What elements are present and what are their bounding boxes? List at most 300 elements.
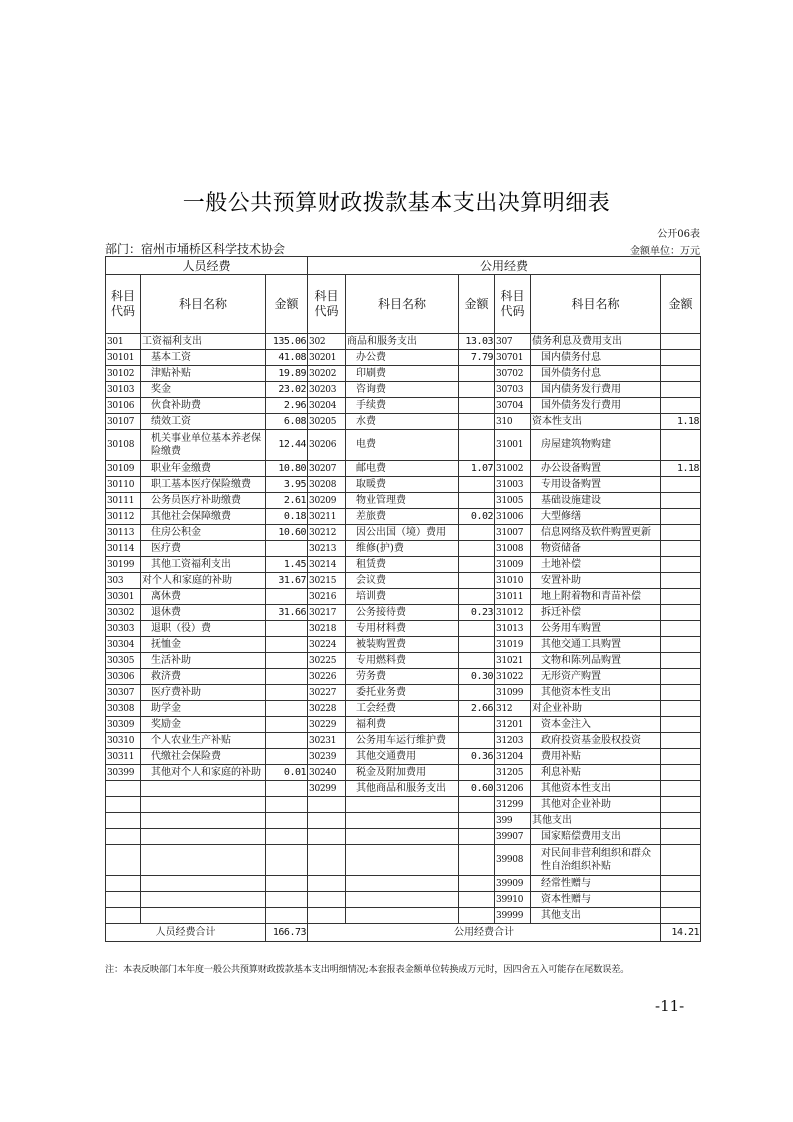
- subject-code: 31005: [495, 493, 531, 509]
- subject-code: 30239: [308, 749, 346, 765]
- subject-name: 救济费: [141, 669, 266, 685]
- subject-amount: [266, 908, 308, 924]
- table-row: [106, 797, 701, 813]
- subject-amount: [266, 797, 308, 813]
- subject-name: [141, 908, 266, 924]
- subject-amount: [459, 398, 495, 414]
- subject-name: 公务用车运行维护费: [346, 733, 459, 749]
- subject-code: 30211: [308, 509, 346, 525]
- table-row: [106, 557, 701, 573]
- subject-code: 301: [106, 334, 141, 350]
- subject-amount: [459, 685, 495, 701]
- subject-amount: [459, 541, 495, 557]
- subject-code: 31204: [495, 749, 531, 765]
- subject-code: 312: [495, 701, 531, 717]
- subject-code: 30213: [308, 541, 346, 557]
- subject-amount: [266, 701, 308, 717]
- totals-row: [106, 924, 701, 942]
- subject-amount: [266, 653, 308, 669]
- subject-code: 30112: [106, 509, 141, 525]
- subject-code: 30202: [308, 366, 346, 382]
- subject-code: 31201: [495, 717, 531, 733]
- subject-name: 其他对企业补助: [531, 797, 661, 813]
- table-row: [106, 573, 701, 589]
- subject-code: 399: [495, 813, 531, 829]
- subject-code: 31099: [495, 685, 531, 701]
- subject-code: [308, 797, 346, 813]
- subject-amount: [661, 876, 701, 892]
- subject-name: 其他支出: [531, 908, 661, 924]
- table-row: [106, 653, 701, 669]
- table-row: [106, 829, 701, 845]
- table-row: [106, 701, 701, 717]
- subject-amount: [459, 797, 495, 813]
- subject-amount: [661, 813, 701, 829]
- subject-name: 其他交通工具购置: [531, 637, 661, 653]
- subject-name: [346, 813, 459, 829]
- subject-code: [106, 845, 141, 876]
- subject-name: [346, 829, 459, 845]
- subject-code: [106, 813, 141, 829]
- subject-name: 医疗费: [141, 541, 266, 557]
- page-number: -11-: [655, 997, 685, 1015]
- subject-name: 租赁费: [346, 557, 459, 573]
- subject-amount: 2.96: [266, 398, 308, 414]
- subject-amount: [459, 637, 495, 653]
- subject-name: 被装购置费: [346, 637, 459, 653]
- subject-code: 307: [495, 334, 531, 350]
- subject-amount: [459, 845, 495, 876]
- table-row: [106, 781, 701, 797]
- subject-amount: [661, 605, 701, 621]
- subject-name: 津贴补贴: [141, 366, 266, 382]
- table-row: [106, 637, 701, 653]
- subject-amount: [459, 477, 495, 493]
- subject-code: 30311: [106, 749, 141, 765]
- subject-code: 303: [106, 573, 141, 589]
- subject-code: 30306: [106, 669, 141, 685]
- subject-amount: [661, 733, 701, 749]
- subject-amount: [459, 493, 495, 509]
- subject-amount: [661, 653, 701, 669]
- subject-amount: [661, 621, 701, 637]
- subject-code: 30203: [308, 382, 346, 398]
- table-row: [106, 813, 701, 829]
- subject-amount: [459, 573, 495, 589]
- subject-amount: [661, 781, 701, 797]
- subject-name: 国外债务发行费用: [531, 398, 661, 414]
- subject-amount: 19.89: [266, 366, 308, 382]
- table-row: [106, 461, 701, 477]
- table-row: [106, 398, 701, 414]
- subject-amount: 0.30: [459, 669, 495, 685]
- table-row: [106, 541, 701, 557]
- subject-name: [141, 813, 266, 829]
- subject-name: 经常性赠与: [531, 876, 661, 892]
- subject-name: 国家赔偿费用支出: [531, 829, 661, 845]
- subject-code: 31022: [495, 669, 531, 685]
- subject-code: 31007: [495, 525, 531, 541]
- subject-amount: [459, 430, 495, 461]
- subject-code: 30701: [495, 350, 531, 366]
- department-label: 部门：宿州市埇桥区科学技术协会: [105, 242, 286, 256]
- subject-amount: 41.08: [266, 350, 308, 366]
- subject-name: 伙食补助费: [141, 398, 266, 414]
- subject-name: 拆迁补偿: [531, 605, 661, 621]
- personnel-total-label: 人员经费合计: [106, 924, 266, 942]
- subject-code: 30216: [308, 589, 346, 605]
- subject-code: 39999: [495, 908, 531, 924]
- subject-code: [106, 829, 141, 845]
- table-row: [106, 685, 701, 701]
- subject-code: 31003: [495, 477, 531, 493]
- subject-name: 基础设施建设: [531, 493, 661, 509]
- subject-name: [346, 908, 459, 924]
- subject-name: [346, 845, 459, 876]
- subject-name: 会议费: [346, 573, 459, 589]
- subject-code: 30226: [308, 669, 346, 685]
- subject-amount: [266, 589, 308, 605]
- subject-name: 生活补助: [141, 653, 266, 669]
- subject-amount: 1.18: [661, 414, 701, 430]
- subject-code: 30110: [106, 477, 141, 493]
- subject-code: 31019: [495, 637, 531, 653]
- subject-amount: [661, 749, 701, 765]
- subject-name: 印刷费: [346, 366, 459, 382]
- col-header-amount: 金额: [459, 275, 495, 334]
- subject-amount: [661, 334, 701, 350]
- subject-name: [141, 892, 266, 908]
- subject-amount: 1.18: [661, 461, 701, 477]
- subject-code: 30217: [308, 605, 346, 621]
- subject-code: 31203: [495, 733, 531, 749]
- subject-amount: [459, 765, 495, 781]
- subject-amount: [661, 477, 701, 493]
- subject-name: 维修(护)费: [346, 541, 459, 557]
- public-total-amount: 14.21: [661, 924, 701, 942]
- subject-amount: 2.61: [266, 493, 308, 509]
- subject-code: 31012: [495, 605, 531, 621]
- subject-code: 30106: [106, 398, 141, 414]
- subject-amount: 0.01: [266, 765, 308, 781]
- subject-name: 对个人和家庭的补助: [141, 573, 266, 589]
- subject-name: [141, 829, 266, 845]
- subject-name: 办公费: [346, 350, 459, 366]
- subject-amount: 31.66: [266, 605, 308, 621]
- subject-code: 30299: [308, 781, 346, 797]
- subject-amount: 0.18: [266, 509, 308, 525]
- subject-name: 其他对个人和家庭的补助: [141, 765, 266, 781]
- subject-name: [141, 797, 266, 813]
- subject-name: 公务接待费: [346, 605, 459, 621]
- subject-name: 房屋建筑物购建: [531, 430, 661, 461]
- subject-amount: [661, 892, 701, 908]
- subject-amount: 12.44: [266, 430, 308, 461]
- subject-code: 30227: [308, 685, 346, 701]
- subject-name: 资本金注入: [531, 717, 661, 733]
- subject-name: 物业管理费: [346, 493, 459, 509]
- subject-code: 30109: [106, 461, 141, 477]
- subject-name: 其他工资福利支出: [141, 557, 266, 573]
- subject-amount: 10.80: [266, 461, 308, 477]
- subject-code: 30205: [308, 414, 346, 430]
- subject-code: [106, 797, 141, 813]
- subject-amount: 13.03: [459, 334, 495, 350]
- subject-name: 对企业补助: [531, 701, 661, 717]
- subject-amount: [459, 366, 495, 382]
- subject-amount: [266, 829, 308, 845]
- subject-name: 咨询费: [346, 382, 459, 398]
- footnote: 注：本表反映部门本年度一般公共预算财政拨款基本支出明细情况;本套报表金额单位转换成万元时，因四舍五入可能存在尾数误差。: [105, 964, 630, 975]
- subject-code: 30208: [308, 477, 346, 493]
- subject-code: 30101: [106, 350, 141, 366]
- subject-amount: [266, 637, 308, 653]
- group-header-public: 公用经费: [308, 257, 701, 275]
- subject-name: 职业年金缴费: [141, 461, 266, 477]
- subject-name: 离休费: [141, 589, 266, 605]
- subject-code: 30307: [106, 685, 141, 701]
- subject-name: 取暖费: [346, 477, 459, 493]
- table-row: [106, 908, 701, 924]
- subject-name: 资本性支出: [531, 414, 661, 430]
- subject-amount: [661, 573, 701, 589]
- table-row: [106, 733, 701, 749]
- subject-name: 商品和服务支出: [346, 334, 459, 350]
- col-header-code: 科目代码: [495, 275, 531, 334]
- subject-amount: [661, 845, 701, 876]
- subject-code: 31002: [495, 461, 531, 477]
- subject-amount: 135.06: [266, 334, 308, 350]
- subject-amount: [266, 717, 308, 733]
- subject-amount: 6.08: [266, 414, 308, 430]
- public-total-label: 公用经费合计: [308, 924, 661, 942]
- subject-name: 其他社会保障缴费: [141, 509, 266, 525]
- subject-name: 办公设备购置: [531, 461, 661, 477]
- subject-name: [346, 892, 459, 908]
- subject-name: 公务用车购置: [531, 621, 661, 637]
- table-row: [106, 749, 701, 765]
- subject-amount: [661, 398, 701, 414]
- subject-name: 税金及附加费用: [346, 765, 459, 781]
- subject-name: 债务利息及费用支出: [531, 334, 661, 350]
- subject-amount: [661, 382, 701, 398]
- subject-code: 30114: [106, 541, 141, 557]
- table-row: [106, 509, 701, 525]
- subject-amount: [661, 366, 701, 382]
- subject-name: 医疗费补助: [141, 685, 266, 701]
- subject-name: 职工基本医疗保险缴费: [141, 477, 266, 493]
- subject-name: 专用燃料费: [346, 653, 459, 669]
- subject-amount: [459, 525, 495, 541]
- subject-code: 39909: [495, 876, 531, 892]
- subject-code: 30102: [106, 366, 141, 382]
- subject-name: 劳务费: [346, 669, 459, 685]
- col-header-code: 科目代码: [308, 275, 346, 334]
- subject-code: 30702: [495, 366, 531, 382]
- subject-amount: 31.67: [266, 573, 308, 589]
- col-header-name: 科目名称: [141, 275, 266, 334]
- subject-code: 30108: [106, 430, 141, 461]
- subject-code: 31008: [495, 541, 531, 557]
- table-row: [106, 525, 701, 541]
- subject-amount: [661, 350, 701, 366]
- subject-amount: [459, 589, 495, 605]
- subject-amount: 10.60: [266, 525, 308, 541]
- subject-code: [308, 876, 346, 892]
- subject-code: 30240: [308, 765, 346, 781]
- subject-name: 工资福利支出: [141, 334, 266, 350]
- table-row: [106, 876, 701, 892]
- subject-amount: [459, 653, 495, 669]
- subject-name: 委托业务费: [346, 685, 459, 701]
- personnel-total-amount: 166.73: [266, 924, 308, 942]
- table-row: [106, 589, 701, 605]
- subject-code: 30215: [308, 573, 346, 589]
- subject-name: 邮电费: [346, 461, 459, 477]
- subject-name: [141, 845, 266, 876]
- subject-amount: [266, 621, 308, 637]
- subject-amount: [661, 829, 701, 845]
- subject-name: 大型修缮: [531, 509, 661, 525]
- subject-code: 30704: [495, 398, 531, 414]
- table-row: [106, 621, 701, 637]
- subject-code: 31006: [495, 509, 531, 525]
- subject-name: 资本性赠与: [531, 892, 661, 908]
- table-row: [106, 382, 701, 398]
- group-header-personnel: 人员经费: [106, 257, 308, 275]
- table-body: [106, 334, 701, 924]
- subject-code: [106, 892, 141, 908]
- subject-code: 302: [308, 334, 346, 350]
- subject-amount: [459, 733, 495, 749]
- subject-name: 住房公积金: [141, 525, 266, 541]
- subject-amount: [459, 876, 495, 892]
- subject-name: 费用补贴: [531, 749, 661, 765]
- subject-amount: [661, 669, 701, 685]
- subject-name: 地上附着物和青苗补偿: [531, 589, 661, 605]
- table-row: [106, 717, 701, 733]
- subject-amount: [266, 685, 308, 701]
- subject-amount: [661, 797, 701, 813]
- subject-code: 39907: [495, 829, 531, 845]
- subject-amount: 2.66: [459, 701, 495, 717]
- subject-code: [308, 892, 346, 908]
- subject-name: [346, 876, 459, 892]
- table-row: [106, 493, 701, 509]
- subject-code: 30301: [106, 589, 141, 605]
- subject-code: 30308: [106, 701, 141, 717]
- subject-code: 31205: [495, 765, 531, 781]
- subject-code: 30224: [308, 637, 346, 653]
- subject-name: 代缴社会保险费: [141, 749, 266, 765]
- subject-amount: 1.45: [266, 557, 308, 573]
- subject-code: 30111: [106, 493, 141, 509]
- subject-name: 电费: [346, 430, 459, 461]
- subject-amount: [661, 430, 701, 461]
- subject-amount: [266, 749, 308, 765]
- subject-code: 30703: [495, 382, 531, 398]
- subject-name: [141, 781, 266, 797]
- subject-amount: 23.02: [266, 382, 308, 398]
- subject-name: 信息网络及软件购置更新: [531, 525, 661, 541]
- subject-name: 奖金: [141, 382, 266, 398]
- subject-name: 工会经费: [346, 701, 459, 717]
- subject-amount: [266, 669, 308, 685]
- subject-code: [106, 781, 141, 797]
- subject-amount: [266, 813, 308, 829]
- subject-name: 因公出国（境）费用: [346, 525, 459, 541]
- subject-amount: 0.60: [459, 781, 495, 797]
- table-row: [106, 414, 701, 430]
- table-row: [106, 892, 701, 908]
- subject-name: 物资储备: [531, 541, 661, 557]
- subject-name: 其他交通费用: [346, 749, 459, 765]
- page-title: 一般公共预算财政拨款基本支出决算明细表: [182, 191, 611, 216]
- subject-name: 安置补助: [531, 573, 661, 589]
- subject-amount: 1.07: [459, 461, 495, 477]
- col-header-name: 科目名称: [346, 275, 459, 334]
- form-number: 公开06表: [657, 229, 700, 240]
- subject-name: 个人农业生产补贴: [141, 733, 266, 749]
- subject-name: 退职（役）费: [141, 621, 266, 637]
- subject-code: 31011: [495, 589, 531, 605]
- subject-name: 绩效工资: [141, 414, 266, 430]
- subject-amount: [266, 845, 308, 876]
- subject-name: 其他商品和服务支出: [346, 781, 459, 797]
- subject-code: 30228: [308, 701, 346, 717]
- table-row: [106, 845, 701, 876]
- table-row: [106, 477, 701, 493]
- subject-name: 其他资本性支出: [531, 781, 661, 797]
- subject-code: 31206: [495, 781, 531, 797]
- subject-code: 30107: [106, 414, 141, 430]
- subject-code: [106, 908, 141, 924]
- subject-amount: [459, 813, 495, 829]
- subject-code: 31010: [495, 573, 531, 589]
- subject-code: 31009: [495, 557, 531, 573]
- subject-name: 其他资本性支出: [531, 685, 661, 701]
- subject-code: 30113: [106, 525, 141, 541]
- subject-name: 培训费: [346, 589, 459, 605]
- subject-code: 39908: [495, 845, 531, 876]
- subject-code: 30103: [106, 382, 141, 398]
- subject-code: 30204: [308, 398, 346, 414]
- subject-name: 奖励金: [141, 717, 266, 733]
- subject-code: 30207: [308, 461, 346, 477]
- subject-code: 30310: [106, 733, 141, 749]
- subject-code: 30305: [106, 653, 141, 669]
- subject-name: 退休费: [141, 605, 266, 621]
- table-row: [106, 605, 701, 621]
- subject-name: 差旅费: [346, 509, 459, 525]
- table-row: [106, 669, 701, 685]
- subject-amount: 0.23: [459, 605, 495, 621]
- subject-amount: [661, 765, 701, 781]
- subject-code: 30303: [106, 621, 141, 637]
- subject-amount: [459, 557, 495, 573]
- subject-amount: [459, 414, 495, 430]
- table-row: [106, 765, 701, 781]
- subject-name: 公务员医疗补助缴费: [141, 493, 266, 509]
- subject-amount: [661, 589, 701, 605]
- subject-code: 30201: [308, 350, 346, 366]
- subject-name: 文物和陈列品购置: [531, 653, 661, 669]
- subject-code: 30309: [106, 717, 141, 733]
- subject-name: [141, 876, 266, 892]
- subject-amount: [661, 525, 701, 541]
- subject-amount: 0.02: [459, 509, 495, 525]
- subject-code: 31021: [495, 653, 531, 669]
